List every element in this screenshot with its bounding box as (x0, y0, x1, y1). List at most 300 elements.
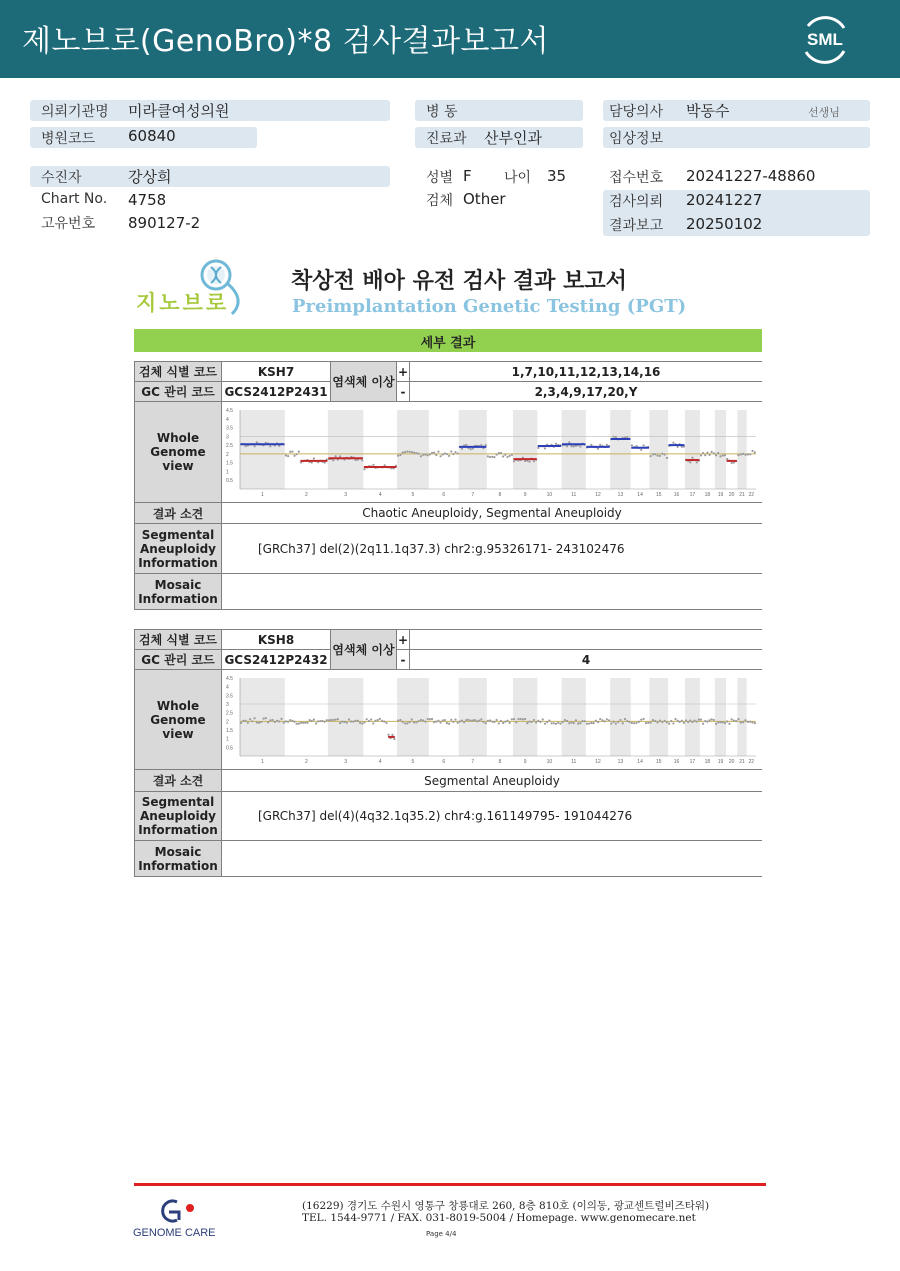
loss-chromosomes: 2,3,4,9,17,20,Y (410, 382, 762, 402)
x-tick-label: 13 (617, 492, 624, 498)
copy-number-point (597, 448, 599, 450)
x-tick-label: 8 (498, 759, 502, 765)
copy-number-point (411, 451, 413, 453)
copy-number-point (581, 720, 583, 722)
chromosome-band (715, 678, 726, 756)
chromosome-band (459, 678, 487, 756)
copy-number-point (366, 718, 368, 720)
copy-number-point (433, 452, 435, 454)
copy-number-point (551, 722, 553, 724)
chromosome-band (328, 410, 364, 489)
doctor-value: 박동수 (686, 102, 730, 120)
copy-number-point (289, 451, 291, 453)
copy-number-point (650, 455, 652, 457)
copy-number-point (696, 461, 698, 463)
specimen-code-value: KSH8 (222, 630, 331, 650)
copy-number-point (515, 721, 517, 723)
copy-number-point (610, 722, 612, 724)
copy-number-point (332, 719, 334, 721)
genome-care-logo (133, 1196, 229, 1240)
copy-number-point (704, 454, 706, 456)
copy-number-point (245, 445, 247, 447)
copy-number-point (544, 723, 546, 725)
copy-number-point (240, 722, 242, 724)
copy-number-point (359, 722, 361, 724)
copy-number-point (657, 455, 659, 457)
copy-number-point (548, 719, 550, 721)
copy-number-point (370, 718, 372, 720)
copy-number-point (474, 719, 476, 721)
copy-number-point (406, 450, 408, 452)
copy-number-point (267, 721, 269, 723)
result-value: Segmental Aneuploidy (222, 770, 762, 792)
copy-number-point (702, 723, 704, 725)
x-tick-label: 17 (689, 492, 696, 498)
copy-number-point (308, 719, 310, 721)
copy-number-point (487, 720, 489, 722)
copy-number-point (568, 722, 570, 724)
copy-number-point (461, 448, 463, 450)
copy-number-point (296, 453, 298, 455)
copy-number-point (726, 458, 728, 460)
chromosome-band (737, 678, 746, 756)
chromosome-band (328, 678, 364, 756)
copy-number-point (437, 720, 439, 722)
copy-number-point (691, 457, 693, 459)
copy-number-point (427, 718, 429, 720)
copy-number-point (564, 719, 566, 721)
copy-number-point (685, 719, 687, 721)
copy-number-point (573, 445, 575, 447)
copy-number-point (661, 453, 663, 455)
sex-label: 성별 (426, 170, 454, 186)
copy-number-point (387, 734, 389, 736)
specimen-code-header: 검체 식별 코드 (135, 362, 222, 382)
copy-number-point (242, 720, 244, 722)
copy-number-point (575, 719, 577, 721)
copy-number-point (597, 721, 599, 723)
copy-number-point (343, 721, 345, 723)
copy-number-point (350, 720, 352, 722)
copy-number-point (570, 721, 572, 723)
copy-number-point (511, 454, 513, 456)
copy-number-point (442, 453, 444, 455)
copy-number-point (489, 719, 491, 721)
page-title: 제노브로(GenoBro)*8 검사결과보고서 (22, 24, 549, 59)
copy-number-point (631, 722, 633, 724)
copy-number-point (493, 456, 495, 458)
copy-number-point (313, 719, 315, 721)
copy-number-point (517, 718, 519, 720)
copy-number-point (452, 453, 454, 455)
y-tick-label: 3.5 (226, 425, 233, 432)
chromosome-band (649, 678, 668, 756)
wgv-cell (222, 670, 762, 770)
copy-number-point (509, 722, 511, 724)
copy-number-point (304, 722, 306, 724)
copy-number-point (408, 451, 410, 453)
copy-number-point (599, 444, 601, 446)
copy-number-point (442, 719, 444, 721)
x-tick-label: 6 (442, 759, 446, 765)
copy-number-point (749, 721, 751, 723)
copy-number-point (659, 455, 661, 457)
chromosome-band (610, 678, 631, 756)
copy-number-point (613, 721, 615, 723)
chromosome-band (562, 410, 586, 489)
copy-number-point (640, 449, 642, 451)
copy-number-point (424, 453, 426, 455)
header-bar (0, 0, 900, 78)
seg-value: [GRCh37] del(4)(4q32.1q35.2) chr4:g.161149795- 191044276 (222, 792, 762, 841)
x-tick-label: 1 (261, 492, 264, 498)
x-tick-label: 20 (728, 492, 735, 498)
report-subtitle: Preimplantation Genetic Testing (PGT) (292, 296, 687, 317)
copy-number-point (361, 459, 363, 461)
copy-number-point (511, 718, 513, 720)
copy-number-point (751, 450, 753, 452)
copy-number-point (361, 723, 363, 725)
x-tick-label: 7 (471, 759, 475, 765)
copy-number-point (399, 454, 401, 456)
copy-number-point (506, 456, 508, 458)
copy-number-point (638, 721, 640, 723)
report-title: 착상전 배아 유전 검사 결과 보고서 (291, 269, 627, 294)
copy-number-point (283, 722, 285, 724)
sml-logo-text: SML (807, 30, 843, 49)
copy-number-point (300, 722, 302, 724)
copy-number-point (713, 452, 715, 454)
whole-genome-plot (222, 402, 762, 503)
specimen-value: Other (463, 190, 506, 208)
copy-number-point (533, 460, 535, 462)
chromosome-band (397, 410, 429, 489)
copy-number-point (357, 720, 359, 722)
genobro-logo-text: 지노브로 (136, 291, 230, 315)
x-tick-label: 15 (656, 492, 662, 498)
copy-number-point (593, 722, 595, 724)
copy-number-point (537, 720, 539, 722)
copy-number-point (435, 454, 437, 456)
copy-number-point (429, 453, 431, 455)
copy-number-point (590, 444, 592, 446)
copy-number-point (696, 720, 698, 722)
copy-number-point (422, 454, 424, 456)
copy-number-point (433, 721, 435, 723)
copy-number-point (448, 455, 450, 457)
copy-number-point (427, 454, 429, 456)
copy-number-point (570, 445, 572, 447)
y-tick-label: 3 (226, 434, 229, 441)
y-tick-label: 1 (226, 736, 229, 743)
copy-number-point (470, 448, 472, 450)
copy-number-point (531, 721, 533, 723)
copy-number-point (524, 460, 526, 462)
mosaic-header: Mosaic Information (135, 841, 222, 876)
age-label: 나이 (504, 170, 532, 186)
x-tick-label: 19 (717, 492, 724, 498)
x-tick-label: 4 (378, 492, 382, 498)
copy-number-point (613, 436, 615, 438)
copy-number-point (619, 719, 621, 721)
copy-number-point (413, 721, 415, 723)
copy-number-point (633, 722, 635, 724)
y-tick-label: 3 (226, 702, 229, 708)
chromosome-band (649, 410, 668, 489)
copy-number-point (311, 720, 313, 722)
copy-number-point (539, 721, 541, 723)
y-tick-label: 0.5 (226, 478, 233, 485)
copy-number-point (679, 721, 681, 723)
copy-number-point (278, 720, 280, 722)
copy-number-point (642, 718, 644, 720)
y-tick-label: 2 (226, 719, 229, 726)
copy-number-point (457, 452, 459, 454)
seg-header: Segmental Aneuploidy Information (135, 792, 222, 841)
copy-number-point (313, 457, 315, 459)
whole-genome-plot (222, 670, 762, 770)
mosaic-header: Mosaic Information (135, 574, 222, 609)
copy-number-point (328, 719, 330, 721)
copy-number-point (391, 734, 393, 736)
copy-number-point (502, 722, 504, 724)
copy-number-point (584, 720, 586, 722)
copy-number-point (700, 454, 702, 456)
copy-number-point (650, 722, 652, 724)
x-tick-label: 13 (617, 759, 624, 765)
seg-value: [GRCh37] del(2)(2q11.1q37.3) chr2:g.95326171- 243102476 (222, 524, 762, 574)
copy-number-point (253, 717, 255, 719)
copy-number-point (566, 720, 568, 722)
x-tick-label: 18 (704, 492, 711, 498)
chromosome-band (715, 410, 726, 489)
gc-code-header: GC 관리 코드 (135, 382, 222, 402)
copy-number-point (335, 455, 337, 457)
y-tick-label: 4.5 (226, 676, 233, 682)
x-tick-label: 9 (523, 492, 527, 498)
copy-number-point (415, 452, 417, 454)
copy-number-point (315, 722, 317, 724)
y-tick-label: 1.5 (226, 728, 233, 734)
copy-number-point (661, 721, 663, 723)
copy-number-point (626, 720, 628, 722)
copy-number-point (533, 719, 535, 721)
copy-number-point (520, 718, 522, 720)
copy-number-point (478, 720, 480, 722)
copy-number-point (480, 718, 482, 720)
copy-number-point (666, 721, 668, 723)
copy-number-point (670, 720, 672, 722)
copy-number-point (418, 453, 420, 455)
copy-number-point (491, 721, 493, 723)
copy-number-point (724, 722, 726, 724)
copy-number-point (415, 721, 417, 723)
sample-table-1 (134, 361, 762, 610)
copy-number-point (461, 719, 463, 721)
copy-number-point (446, 453, 448, 455)
copy-number-point (374, 720, 376, 722)
copy-number-point (363, 721, 365, 723)
copy-number-point (332, 459, 334, 461)
copy-number-point (568, 441, 570, 443)
wgv-header: Whole Genome view (135, 402, 222, 503)
report-date-value: 20250102 (686, 215, 763, 233)
copy-number-point (577, 722, 579, 724)
copy-number-point (737, 718, 739, 720)
copy-number-point (502, 455, 504, 457)
x-tick-label: 3 (344, 492, 348, 498)
x-tick-label: 2 (304, 492, 308, 498)
copy-number-point (601, 719, 603, 721)
result-header: 결과 소견 (135, 503, 222, 524)
copy-number-point (715, 454, 717, 456)
copy-number-point (341, 721, 343, 723)
copy-number-point (744, 719, 746, 721)
copy-number-point (645, 722, 647, 724)
copy-number-point (715, 723, 717, 725)
x-tick-label: 14 (637, 492, 643, 498)
x-tick-label: 14 (637, 759, 643, 765)
x-tick-label: 3 (344, 759, 348, 765)
copy-number-point (555, 723, 557, 725)
copy-number-point (429, 718, 431, 720)
x-tick-label: 16 (673, 759, 680, 765)
copy-number-point (500, 720, 502, 722)
copy-number-point (450, 450, 452, 452)
x-tick-label: 9 (523, 759, 527, 765)
gc-code-value: GCS2412P2431 (222, 382, 331, 402)
doctor-label: 담당의사 (609, 104, 664, 120)
copy-number-point (355, 459, 357, 461)
copy-number-point (635, 722, 637, 724)
copy-number-point (348, 718, 350, 720)
copy-number-point (731, 718, 733, 720)
chrom-abn-header: 염색체 이상 (331, 362, 397, 402)
copy-number-point (258, 722, 260, 724)
copy-number-point (713, 719, 715, 721)
x-tick-label: 10 (546, 759, 553, 765)
y-tick-label: 1 (226, 469, 229, 476)
copy-number-point (485, 722, 487, 724)
copy-number-point (504, 454, 506, 456)
copy-number-point (271, 719, 273, 721)
copy-number-point (509, 455, 511, 457)
gc-code-value: GCS2412P2432 (222, 650, 331, 670)
copy-number-point (285, 454, 287, 456)
x-tick-label: 21 (739, 759, 745, 765)
specimen-code-value: KSH7 (222, 362, 331, 382)
ward-label: 병 동 (426, 104, 458, 120)
gain-chromosomes: 1,7,10,11,12,13,14,16 (410, 362, 762, 382)
copy-number-point (590, 722, 592, 724)
copy-number-point (740, 721, 742, 723)
hospital-code-value: 60840 (128, 127, 176, 145)
chrom-abn-header: 염색체 이상 (331, 630, 397, 670)
copy-number-point (280, 718, 282, 720)
dept-value: 산부인과 (484, 129, 542, 147)
copy-number-point (454, 451, 456, 453)
chromosome-band (685, 410, 700, 489)
chromosome-band (513, 678, 537, 756)
copy-number-point (566, 445, 568, 447)
copy-number-point (704, 720, 706, 722)
copy-number-point (293, 455, 295, 457)
specimen-code-header: 검체 식별 코드 (135, 630, 222, 650)
receipt-label: 접수번호 (609, 170, 664, 186)
copy-number-point (487, 455, 489, 457)
copy-number-point (406, 722, 408, 724)
copy-number-point (467, 719, 469, 721)
copy-number-point (731, 462, 733, 464)
copy-number-point (330, 719, 332, 721)
copy-number-point (504, 721, 506, 723)
copy-number-point (306, 722, 308, 724)
copy-number-point (289, 719, 291, 721)
copy-number-point (319, 720, 321, 722)
copy-number-point (553, 722, 555, 724)
copy-number-point (346, 722, 348, 724)
copy-number-point (622, 722, 624, 724)
request-date-label: 검사의뢰 (609, 194, 664, 210)
copy-number-point (472, 719, 474, 721)
gain-sign: + (397, 362, 410, 382)
copy-number-point (381, 720, 383, 722)
copy-number-point (491, 456, 493, 458)
copy-number-point (751, 721, 753, 723)
copy-number-point (724, 454, 726, 456)
copy-number-point (368, 720, 370, 722)
copy-number-point (573, 722, 575, 724)
copy-number-point (535, 721, 537, 723)
copy-number-point (526, 722, 528, 724)
copy-number-point (691, 721, 693, 723)
copy-number-point (363, 468, 365, 470)
gain-chromosomes (410, 630, 762, 650)
copy-number-point (706, 721, 708, 723)
copy-number-point (559, 723, 561, 725)
x-tick-label: 15 (656, 759, 662, 765)
copy-number-point (708, 719, 710, 721)
copy-number-point (528, 461, 530, 463)
dept-label: 진료과 (426, 131, 467, 147)
copy-number-point (647, 722, 649, 724)
x-tick-label: 17 (689, 759, 696, 765)
copy-number-point (298, 723, 300, 725)
copy-number-point (291, 450, 293, 452)
loss-chromosomes: 4 (410, 650, 762, 670)
copy-number-point (722, 721, 724, 723)
copy-number-point (439, 721, 441, 723)
copy-number-point (431, 452, 433, 454)
copy-number-point (480, 444, 482, 446)
copy-number-point (450, 719, 452, 721)
copy-number-point (711, 718, 713, 720)
x-tick-label: 20 (728, 759, 735, 765)
copy-number-point (402, 721, 404, 723)
y-tick-label: 3.5 (226, 693, 233, 700)
copy-number-point (672, 722, 674, 724)
copy-number-point (256, 721, 258, 723)
copy-number-point (482, 721, 484, 723)
copy-number-point (498, 452, 500, 454)
copy-number-point (324, 721, 326, 723)
doctor-suffix: 선생님 (808, 106, 840, 119)
copy-number-point (652, 719, 654, 721)
x-tick-label: 8 (498, 492, 502, 498)
copy-number-point (506, 720, 508, 722)
copy-number-point (339, 722, 341, 724)
x-tick-label: 4 (378, 759, 382, 765)
